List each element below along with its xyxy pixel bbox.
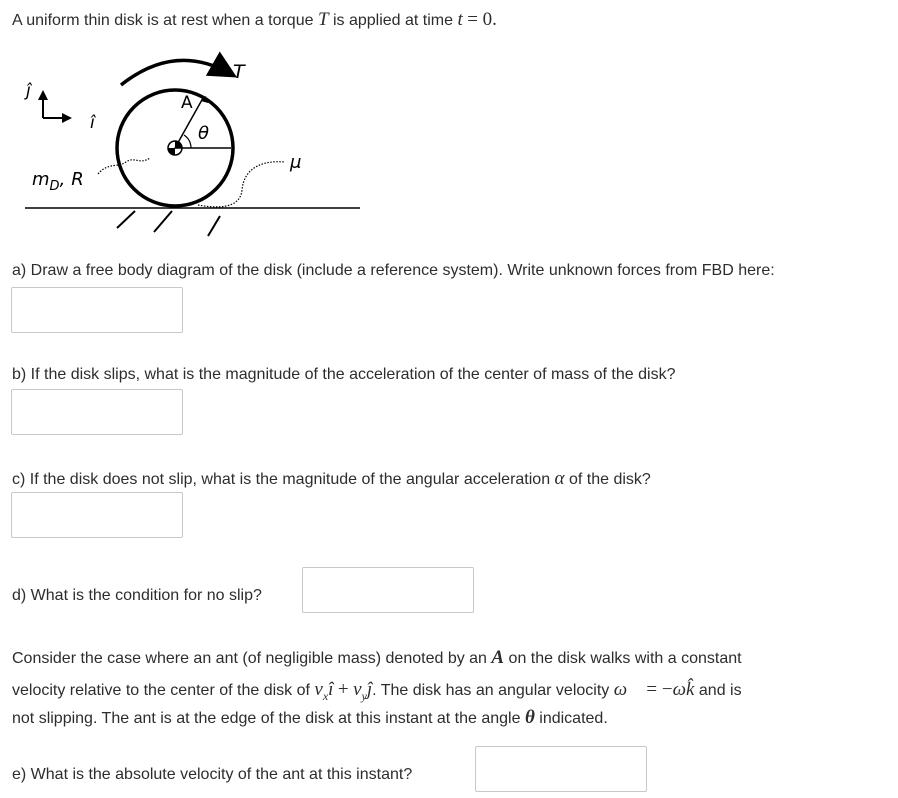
answer-e-input[interactable]: [475, 746, 647, 792]
alpha-symbol: α: [554, 468, 565, 489]
answer-c-input[interactable]: [11, 492, 183, 538]
radius-leader: [98, 158, 150, 174]
scenario-text-2a: velocity relative to the center of the disk of: [12, 682, 310, 699]
mass-label: [32, 169, 84, 194]
question-e-label: e) What is the absolute velocity of the ant at this instant?: [12, 766, 413, 783]
torque-symbol: T: [317, 9, 329, 30]
problem-intro: [12, 9, 497, 31]
disk-diagram: [0, 50, 380, 250]
time-symbol: t: [457, 9, 463, 30]
ant-scenario-line-3: [12, 707, 608, 729]
vy-j-hat: ĵ: [366, 679, 373, 700]
torque-arrow: [121, 60, 231, 85]
ant-scenario-line-1: [12, 647, 742, 669]
ground-hatch: [117, 211, 135, 228]
ant-symbol: A: [491, 647, 505, 668]
point-a-label: A: [181, 93, 193, 113]
intro-text: A uniform thin disk is at rest when a torque: [12, 12, 314, 29]
radius-label: R: [71, 169, 84, 190]
vx-subscript: x: [322, 688, 329, 703]
equals-minus: = −: [646, 679, 673, 700]
question-c-text-2: of the disk?: [568, 471, 651, 488]
question-a-label: a) Draw a free body diagram of the disk (include a reference system). Write unknown forces from FBD here:: [12, 262, 775, 279]
answer-d-input[interactable]: [302, 567, 474, 613]
vx-letter: v: [314, 679, 323, 700]
scenario-text-1b: on the disk walks with a constant: [508, 650, 742, 667]
vy-subscript: y: [361, 688, 367, 703]
theta-symbol: θ: [524, 707, 535, 728]
vx-symbol: [314, 679, 334, 703]
j-hat-label: ĵ: [26, 81, 31, 101]
k-hat: k̂: [686, 679, 695, 700]
ant-scenario-line-2: [12, 679, 742, 704]
question-b-label: b) If the disk slips, what is the magnitude of the acceleration of the center of mass of the disk?: [12, 366, 676, 383]
plus-sign: +: [337, 679, 349, 700]
intro-text-2: is applied at time: [332, 12, 454, 29]
friction-leader: [198, 162, 285, 207]
vy-symbol: [353, 679, 373, 703]
scenario-text-3b: indicated.: [539, 710, 608, 727]
time-equals: = 0.: [467, 9, 497, 30]
mass-symbol: m: [32, 169, 50, 190]
torque-label: T: [233, 61, 245, 83]
scenario-text-3a: not slipping. The ant is at the edge of the disk at this instant at the angle: [12, 710, 521, 727]
answer-b-input[interactable]: [11, 389, 183, 435]
ground-hatch: [154, 211, 172, 232]
omega-vector: ω⃗: [613, 679, 642, 700]
i-hat-label: î: [90, 113, 95, 133]
ground-hatch: [208, 216, 220, 236]
vx-i-hat: î: [328, 679, 334, 700]
answer-a-input[interactable]: [11, 287, 183, 333]
question-d-label: d) What is the condition for no slip?: [12, 587, 262, 604]
mass-comma: ,: [59, 169, 66, 190]
mass-subscript: D: [49, 179, 60, 194]
angle-arc: [184, 135, 191, 148]
question-c-label: [12, 468, 651, 490]
vy-letter: v: [353, 679, 362, 700]
friction-label: μ: [290, 152, 302, 173]
scenario-text-2b: . The disk has an angular velocity: [372, 682, 610, 699]
angle-label: θ: [198, 123, 210, 144]
scenario-text-1a: Consider the case where an ant (of negligible mass) denoted by an: [12, 650, 487, 667]
question-c-text: c) If the disk does not slip, what is the magnitude of the angular acceleration: [12, 471, 551, 488]
scenario-text-2c: and is: [698, 682, 742, 699]
omega-symbol: ω: [672, 679, 686, 700]
